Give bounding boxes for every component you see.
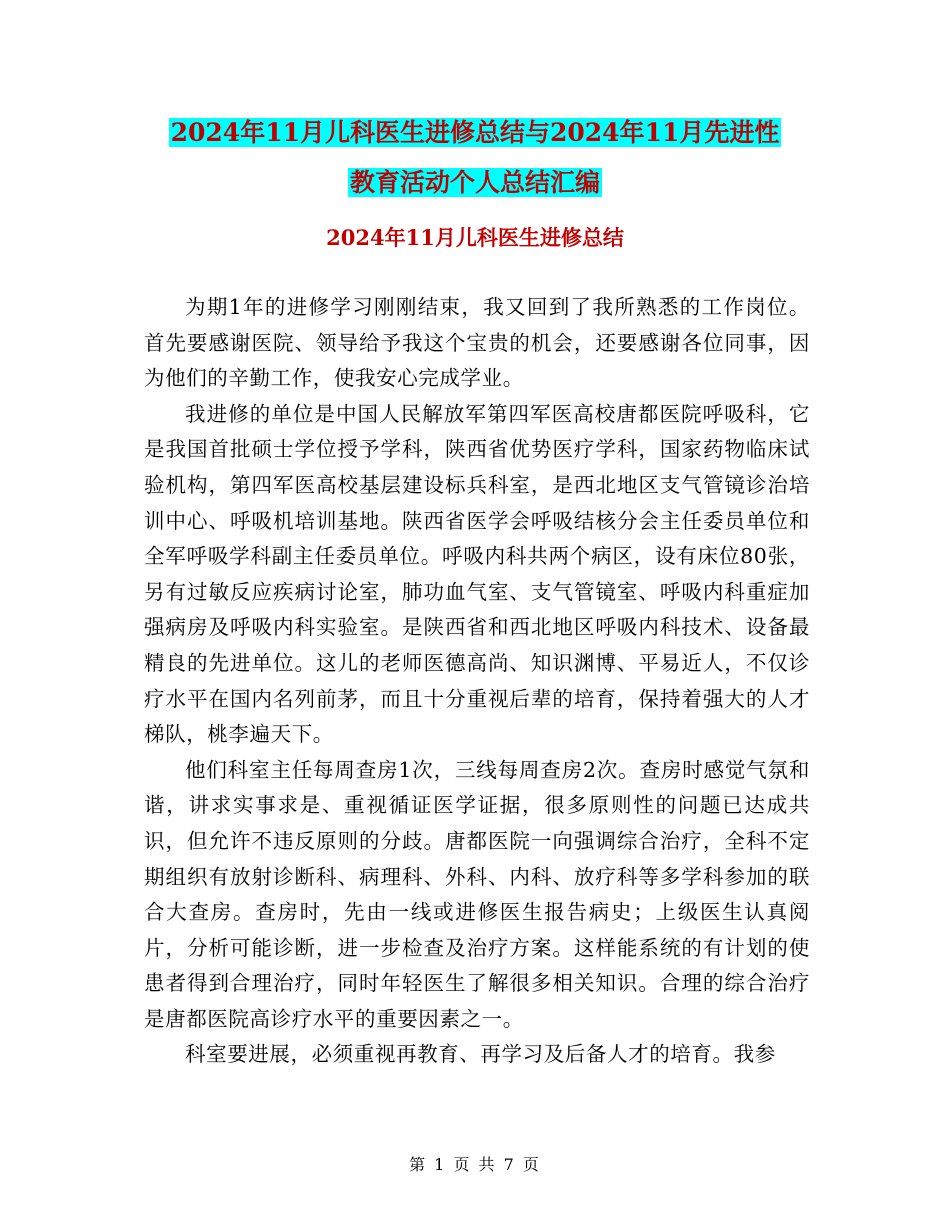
document-title	[0, 108, 950, 208]
section-title: 2024年11月儿科医生进修总结	[326, 225, 624, 250]
page-footer: 第 1 页 共 7 页	[409, 1155, 541, 1174]
document-title-line-1: 2024年11月儿科医生进修总结与2024年11月先进性	[170, 118, 780, 147]
paragraph: 他们科室主任每周查房1次，三线每周查房2次。查房时感觉气氛和谐，讲求实事求是、重视循证医学证据，很多原则性的问题已达成共识，但允许不违反原则的分歧。唐都医院一向强调综合治疗，全科不定期组织有放射诊断科、病理科、外科、内科、放疗科等多学科参加的联合大查房。查房时，先由一线或进修医生报告病史；上级医生认真阅片，分析可能诊断，进一步检查及治疗方案。这样能系统的有计划的使患者得到合理治疗，同时年轻医生了解很多相关知识。合理的综合治疗是唐都医院高诊疗水平的重要因素之一。	[144, 757, 810, 1031]
paragraph: 我进修的单位是中国人民解放军第四军医高校唐都医院呼吸科，它是我国首批硕士学位授予学科，陕西省优势医疗学科，国家药物临床试验机构，第四军医高校基层建设标兵科室，是西北地区支气管镜诊治培训中心、呼吸机培训基地。陕西省医学会呼吸结核分会主任委员单位和全军呼吸学科副主任委员单位。呼吸内科共两个病区，设有床位80张，另有过敏反应疾病讨论室，肺功血气室、支气管镜室、呼吸内科重症加强病房及呼吸内科实验室。是陕西省和西北地区呼吸内科技术、设备最精良的先进单位。这儿的老师医德高尚、知识渊博、平易近人，不仅诊疗水平在国内名列前茅，而且十分重视后辈的培育，保持着强大的人才梯队，桃李遍天下。	[144, 401, 810, 747]
paragraph: 为期1年的进修学习刚刚结束，我又回到了我所熟悉的工作岗位。首先要感谢医院、领导给予我这个宝贵的机会，还要感谢各位同事，因为他们的辛勤工作，使我安心完成学业。	[144, 295, 810, 391]
body-text	[144, 290, 810, 1073]
paragraph: 科室要进展，必须重视再教育、再学习及后备人才的培育。我参	[185, 1042, 776, 1067]
document-title-line-2: 教育活动个人总结汇编	[349, 168, 600, 197]
